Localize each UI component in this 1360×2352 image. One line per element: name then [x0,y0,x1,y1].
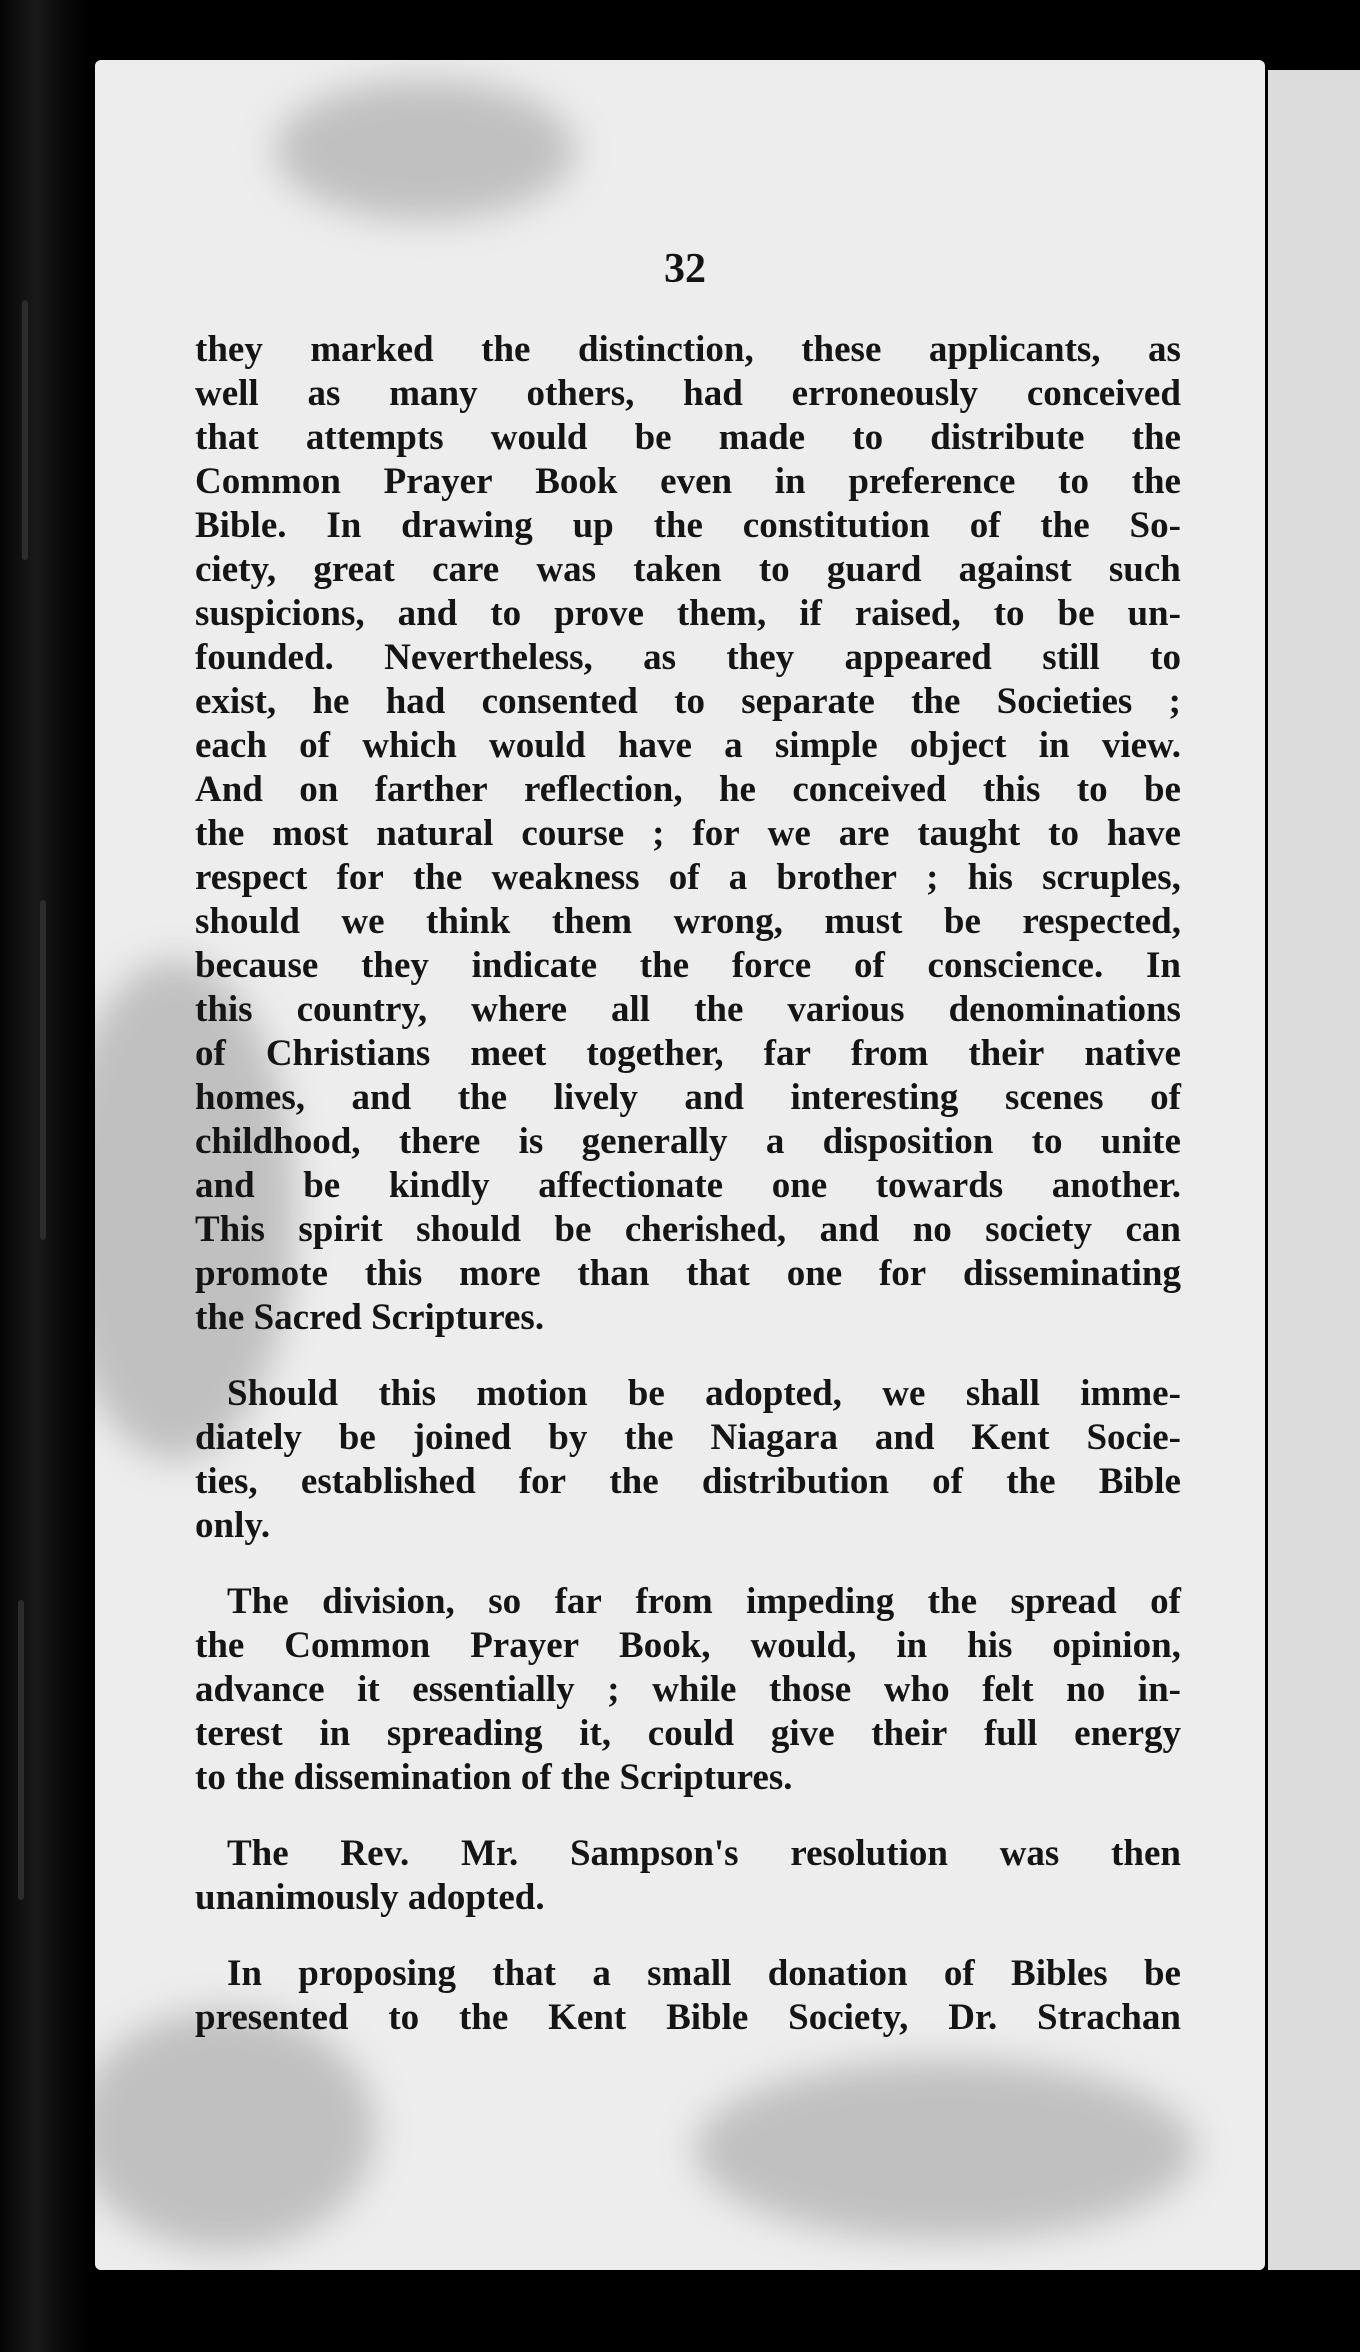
body-text [195,328,1181,2040]
text-line: Should this motion be adopted, we shall imme- [227,1373,1181,1414]
text-line: The Rev. Mr. Sampson's resolution was then [227,1833,1181,1874]
paper-stain [695,2060,1195,2240]
text-line: promote this more than that one for disseminating [195,1253,1181,1294]
text-line: ties, established for the distribution of the Bible [195,1461,1181,1502]
text-line: This spirit should be cherished, and no society can [195,1209,1181,1250]
spine-crack [18,1600,24,1900]
page-number: 32 [664,246,706,292]
paragraph [195,328,1181,1340]
text-line: respect for the weakness of a brother ; his scruples, [195,857,1181,898]
text-line: they marked the distinction, these applicants, as [195,329,1181,370]
spine-crack [40,900,46,1240]
book-page [95,60,1265,2270]
text-line: should we think them wrong, must be respected, [195,901,1181,942]
text-line: unanimously adopted. [195,1877,545,1918]
text-line: exist, he had consented to separate the Societies ; [195,681,1181,722]
text-line: suspicions, and to prove them, if raised, to be un- [195,593,1181,634]
text-line: the most natural course ; for we are taught to have [195,813,1181,854]
text-line: And on farther reflection, he conceived this to be [195,769,1181,810]
text-line: each of which would have a simple object in view. [195,725,1181,766]
paper-stain [275,80,575,220]
text-line: In proposing that a small donation of Bibles be [227,1953,1181,1994]
text-line: Common Prayer Book even in preference to the [195,461,1181,502]
text-line: ciety, great care was taken to guard against such [195,549,1181,590]
spine-crack [22,300,28,560]
paragraph [195,1372,1181,1548]
text-line: and be kindly affectionate one towards another. [195,1165,1181,1206]
text-line: only. [195,1505,271,1546]
text-line: Bible. In drawing up the constitution of the So- [195,505,1181,546]
text-line: founded. Nevertheless, as they appeared still to [195,637,1181,678]
text-line: because they indicate the force of conscience. In [195,945,1181,986]
text-line: homes, and the lively and interesting scenes of [195,1077,1181,1118]
text-line: that attempts would be made to distribute the [195,417,1181,458]
text-line: The division, so far from impeding the spread of [227,1581,1181,1622]
text-line: to the dissemination of the Scriptures. [195,1757,793,1798]
text-line: advance it essentially ; while those who felt no in- [195,1669,1181,1710]
text-line: of Christians meet together, far from their native [195,1033,1181,1074]
text-line: the Sacred Scriptures. [195,1297,545,1338]
paper-stain [95,2010,375,2250]
text-line: terest in spreading it, could give their full energy [195,1713,1181,1754]
text-line: presented to the Kent Bible Society, Dr. Strachan [195,1997,1181,2038]
paragraph [195,1832,1181,1920]
text-line: childhood, there is generally a disposition to unite [195,1121,1181,1162]
text-line: well as many others, had erroneously conceived [195,373,1181,414]
paragraph [195,1580,1181,1800]
book-spine [0,0,90,2352]
text-line: diately be joined by the Niagara and Kent Socie- [195,1417,1181,1458]
facing-page-edge [1268,70,1360,2270]
paragraph [195,1952,1181,2040]
text-line: this country, where all the various denominations [195,989,1181,1030]
text-line: the Common Prayer Book, would, in his opinion, [195,1625,1181,1666]
